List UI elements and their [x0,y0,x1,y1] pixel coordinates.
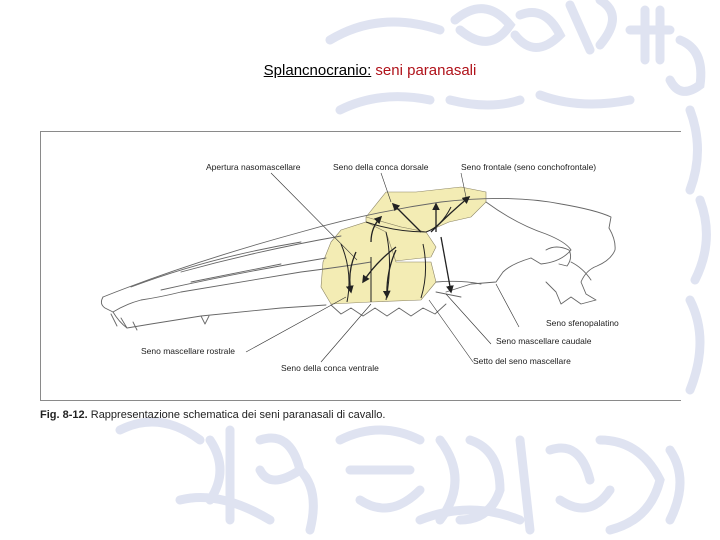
label-seno-frontale: Seno frontale (seno conchofrontale) [461,162,597,172]
label-seno-mascellare-caudale: Seno mascellare caudale [496,336,592,346]
canine [201,316,209,324]
label-seno-mascellare-rostrale: Seno mascellare rostrale [141,346,236,356]
incisors [111,314,137,330]
nasal-line [131,236,341,287]
label-setto-seno-mascellare: Setto del seno mascellare [473,356,571,366]
sinus-areas [321,187,486,304]
orbit [486,202,571,264]
title-part1: Splancnocranio: [263,62,372,79]
ear-region [546,247,571,266]
muzzle [101,292,181,312]
occiput [546,228,615,304]
caption-text: Rappresentazione schematica dei seni paranasali di cavallo. [90,409,386,421]
upper-teeth [331,304,446,316]
label-seno-sfenopalatino: Seno sfenopalatino [546,318,619,328]
figure-panel [40,131,681,401]
label-seno-conca-ventrale: Seno della conca ventrale [281,363,379,373]
interior-line [161,258,326,290]
figure-caption [40,409,385,421]
palate-line [113,305,326,328]
zygomatic-arch [446,258,531,292]
caption-fig-number: Fig. 8-12. [40,409,88,421]
label-seno-conca-dorsale: Seno della conca dorsale [333,162,429,172]
page-title [0,62,720,79]
horse-skull-diagram [41,132,681,400]
skull-outline [101,198,615,330]
title-part2: seni paranasali [375,62,477,79]
label-apertura-nasomascellare: Apertura nasomascellare [206,162,301,172]
